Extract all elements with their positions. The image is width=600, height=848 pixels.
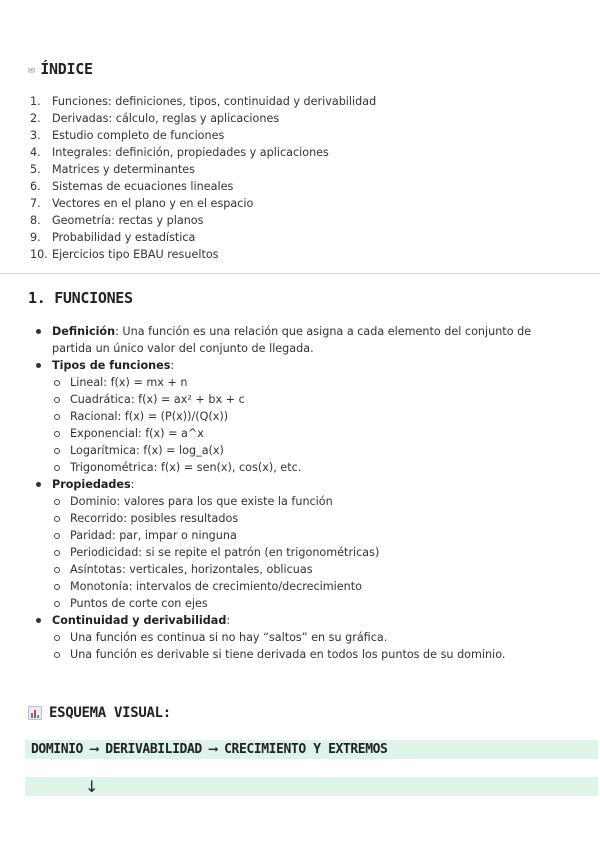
list-item: 3. Estudio completo de funciones	[30, 129, 225, 142]
bar-chart-icon	[28, 706, 42, 720]
list-item: Dominio: valores para los que existe la función	[52, 493, 554, 510]
properties-label: Propiedades	[52, 478, 131, 491]
list-item: Lineal: f(x) = mx + n	[52, 374, 554, 391]
scheme-line-1: DOMINIO ⟶ DERIVABILIDAD ⟶ CRECIMIENTO Y EXTREMOS	[25, 740, 598, 759]
definition-label: Definición	[52, 325, 116, 338]
index-list	[30, 93, 376, 263]
list-item: 4. Integrales: definición, propiedades y aplicaciones	[30, 146, 329, 159]
list-item: 8. Geometría: rectas y planos	[30, 214, 204, 227]
continuity-label: Continuidad y derivabilidad	[52, 614, 227, 627]
properties-item: Propiedades: Dominio: valores para los que existe la función Recorrido: posibles resultados Paridad: par, impar o ninguna Periodicidad: si se repite el patrón (en trigonométricas) Asíntotas: verticales, horizontales, oblicuas Monotonía: intervalos de crecimiento/decrecimiento Puntos de corte con ejes	[34, 476, 554, 612]
visual-heading-text: ESQUEMA VISUAL:	[49, 705, 171, 721]
list-item: Trigonométrica: f(x) = sen(x), cos(x), etc.	[52, 459, 554, 476]
list-item: 9. Probabilidad y estadística	[30, 231, 196, 244]
definition-item	[34, 323, 554, 357]
list-item: 5. Matrices y determinantes	[30, 163, 195, 176]
functions-content	[34, 323, 554, 663]
list-item: Asíntotas: verticales, horizontales, oblicuas	[52, 561, 554, 578]
definition-text: : Una función es una relación que asigna a cada elemento del conjunto de partida un único valor del conjunto de llegada.	[52, 325, 532, 355]
functions-heading: 1. FUNCIONES	[28, 289, 133, 307]
list-item: Racional: f(x) = (P(x))/(Q(x))	[52, 408, 554, 425]
list-item: 6. Sistemas de ecuaciones lineales	[30, 180, 234, 193]
list-item: Una función es derivable si tiene derivada en todos los puntos de su dominio.	[52, 646, 554, 663]
down-arrow: ↓	[85, 777, 99, 796]
list-item: 2. Derivadas: cálculo, reglas y aplicaciones	[30, 112, 280, 125]
types-label: Tipos de funciones	[52, 359, 171, 372]
envelope-icon: ✉	[28, 62, 35, 76]
list-item: Logarítmica: f(x) = log_a(x)	[52, 442, 554, 459]
continuity-item: Continuidad y derivabilidad: Una función es continua si no hay “saltos” en su gráfica. Una función es derivable si tiene derivada en todos los puntos de su dominio.	[34, 612, 554, 663]
list-item: 7. Vectores en el plano y en el espacio	[30, 197, 254, 210]
list-item: 10. Ejercicios tipo EBAU resueltos	[30, 248, 219, 261]
section-divider	[0, 273, 600, 274]
list-item: Recorrido: posibles resultados	[52, 510, 554, 527]
types-item: Tipos de funciones: Lineal: f(x) = mx + n Cuadrática: f(x) = ax² + bx + c Racional: f(x) = (P(x))/(Q(x)) Exponencial: f(x) = a^x Logarítmica: f(x) = log_a(x) Trigonométrica: f(x) = sen(x), cos(x), etc.	[34, 357, 554, 476]
list-item: Paridad: par, impar o ninguna	[52, 527, 554, 544]
list-item: 1. Funciones: definiciones, tipos, continuidad y derivabilidad	[30, 95, 377, 108]
list-item: Exponencial: f(x) = a^x	[52, 425, 554, 442]
list-item: Puntos de corte con ejes	[52, 595, 554, 612]
scheme-line-2	[25, 777, 598, 796]
index-heading-text: ÍNDICE	[40, 60, 93, 78]
list-item: Una función es continua si no hay “saltos” en su gráfica.	[52, 629, 554, 646]
list-item: Cuadrática: f(x) = ax² + bx + c	[52, 391, 554, 408]
index-heading	[28, 60, 93, 78]
list-item: Periodicidad: si se repite el patrón (en trigonométricas)	[52, 544, 554, 561]
visual-heading	[28, 705, 171, 721]
list-item: Monotonía: intervalos de crecimiento/decrecimiento	[52, 578, 554, 595]
